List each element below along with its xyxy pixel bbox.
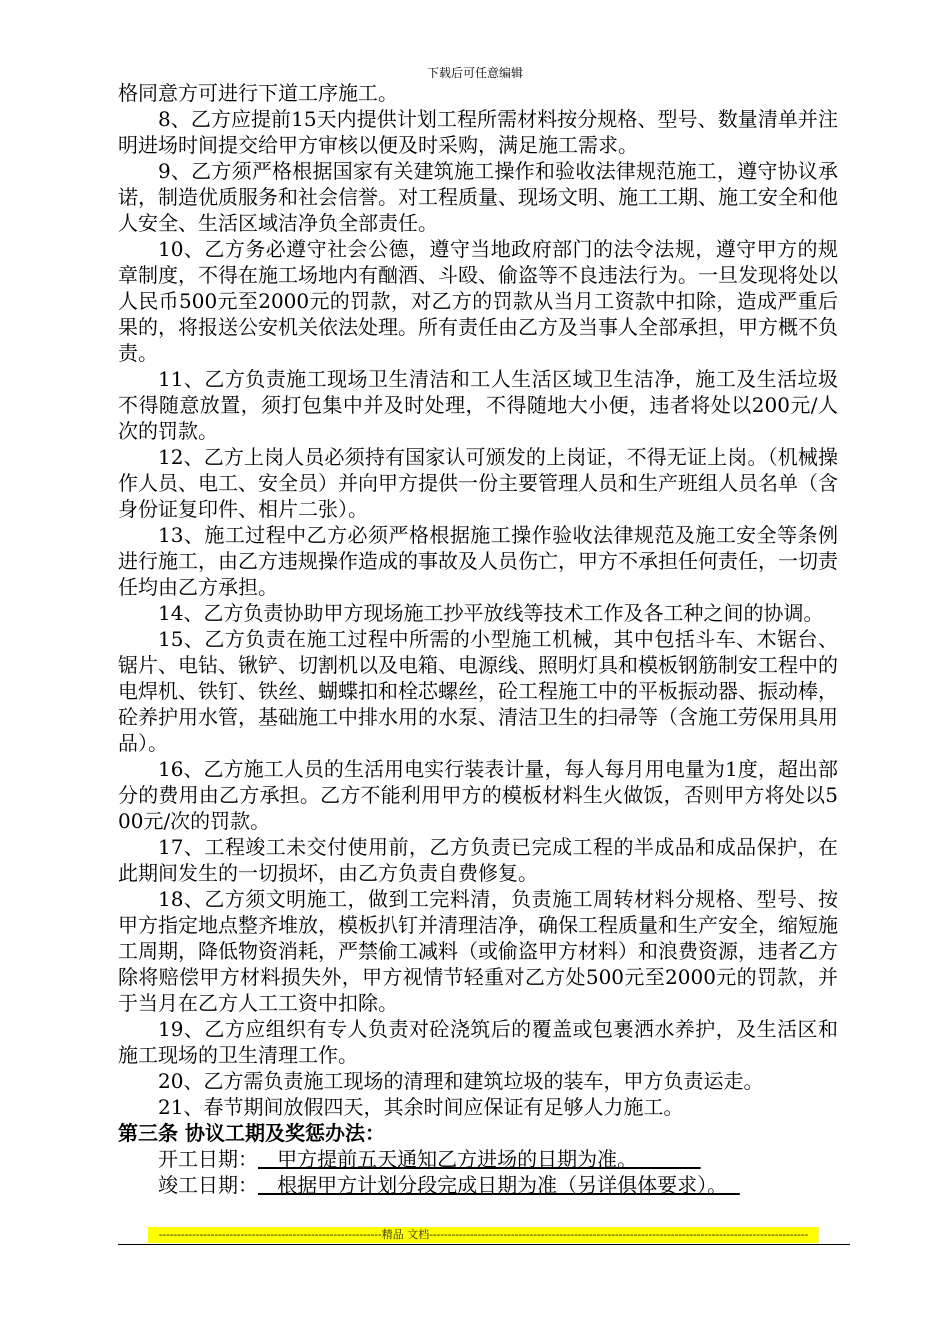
clause-paragraph: 12、乙方上岗人员必须持有国家认可颁发的上岗证，不得无证上岗。（机械操作人员、电工、安全员）并向甲方提供一份主要管理人员和生产班组人员名单（含身份证复印件、相片二张）。: [118, 445, 838, 521]
clause-paragraph: 格同意方可进行下道工序施工。: [118, 81, 398, 105]
clause-paragraph: 15、乙方负责在施工过程中所需的小型施工机械，其中包括斗车、木锯台、锯片、电钻、锹铲、切割机以及电箱、电源线、照明灯具和模板钢筋制安工程中的电焊机、铁钉、铁丝、蝴蝶扣和栓芯螺丝，砼工程施工中的平板振动器、振动棒，砼养护用水管，基础施工中排水用的水泵、清洁卫生的扫帚等（含施工劳保用具用品）。: [118, 627, 838, 755]
clause-paragraph: 21、春节期间放假四天，其余时间应保证有足够人力施工。: [158, 1095, 684, 1119]
header-note: 下载后可任意编辑: [426, 66, 523, 80]
clause-paragraph: 20、乙方需负责施工现场的清理和建筑垃圾的装车，甲方负责运走。: [158, 1069, 764, 1093]
clause-paragraph: 17、工程竣工未交付使用前，乙方负责已完成工程的半成品和成品保护，在此期间发生的一切损坏，由乙方负责自费修复。: [118, 835, 838, 885]
clause-paragraph: 16、乙方施工人员的生活用电实行装表计量，每人每月用电量为1度，超出部分的费用由乙方承担。乙方不能利用甲方的模板材料生火做饭，否则甲方将处以500元/次的罚款。: [118, 757, 838, 833]
clause-paragraph: 14、乙方负责协助甲方现场施工抄平放线等技术工作及各工种之间的协调。: [158, 601, 824, 625]
clause-paragraph: 9、乙方须严格根据国家有关建筑施工操作和验收法律规范施工，遵守协议承诺，制造优质服务和社会信誉。对工程质量、现场文明、施工工期、施工安全和他人安全、生活区域洁净负全部责任。: [118, 159, 838, 235]
clause-paragraph: 19、乙方应组织有专人负责对砼浇筑后的覆盖或包裹洒水养护，及生活区和施工现场的卫生清理工作。: [118, 1017, 838, 1067]
clause-paragraph: 18、乙方须文明施工，做到工完料清，负责施工周转材料分规格、型号、按甲方指定地点整齐堆放，模板扒钉并清理洁净，确保工程质量和生产安全，缩短施工周期，降低物资消耗，严禁偷工减料（或偷盗甲方材料）和浪费资源，违者乙方除将赔偿甲方材料损失外，甲方视情节轻重对乙方处500元至2000元的罚款，并于当月在乙方人工工资中扣除。: [118, 887, 838, 1015]
start-date-value: 甲方提前五天通知乙方进场的日期为准。: [258, 1147, 701, 1171]
clause-paragraph: 13、施工过程中乙方必须严格根据施工操作验收法律规范及施工安全等条例进行施工，由乙方违规操作造成的事故及人员伤亡，甲方不承担任何责任，一切责任均由乙方承担。: [118, 523, 838, 599]
clause-paragraph: 8、乙方应提前15天内提供计划工程所需材料按分规格、型号、数量清单并注明进场时间提交给甲方审核以便及时采购，满足施工需求。: [118, 107, 838, 157]
start-date-label: 开工日期：: [158, 1147, 258, 1171]
end-date-label: 竣工日期：: [158, 1173, 258, 1197]
footer-divider: [118, 1244, 850, 1245]
section-heading: 第三条 协议工期及奖惩办法：: [118, 1121, 385, 1145]
clause-list: [118, 80, 838, 1120]
clause-paragraph: 11、乙方负责施工现场卫生清洁和工人生活区域卫生洁净，施工及生活垃圾不得随意放置，须打包集中并及时处理，不得随地大小便，违者将处以200元/人次的罚款。: [118, 367, 838, 443]
end-date-value: 根据甲方计划分段完成日期为准（另详俱体要求）。: [258, 1173, 740, 1197]
start-date-row: [118, 1146, 838, 1172]
clause-paragraph: 10、乙方务必遵守社会公德，遵守当地政府部门的法令法规，遵守甲方的规章制度，不得在施工场地内有酗酒、斗殴、偷盗等不良违法行为。一旦发现将处以人民币500元至2000元的罚款，对乙方的罚款从当月工资款中扣除，造成严重后果的，将报送公安机关依法处理。所有责任由乙方及当事人全部承担，甲方概不负责。: [118, 237, 838, 365]
end-date-row: [118, 1172, 838, 1198]
footer-banner: ------------------------------------------------------------精品 文档------------------------------------------------------------------------------------------------------: [148, 1227, 819, 1243]
document-body: [118, 80, 838, 1198]
